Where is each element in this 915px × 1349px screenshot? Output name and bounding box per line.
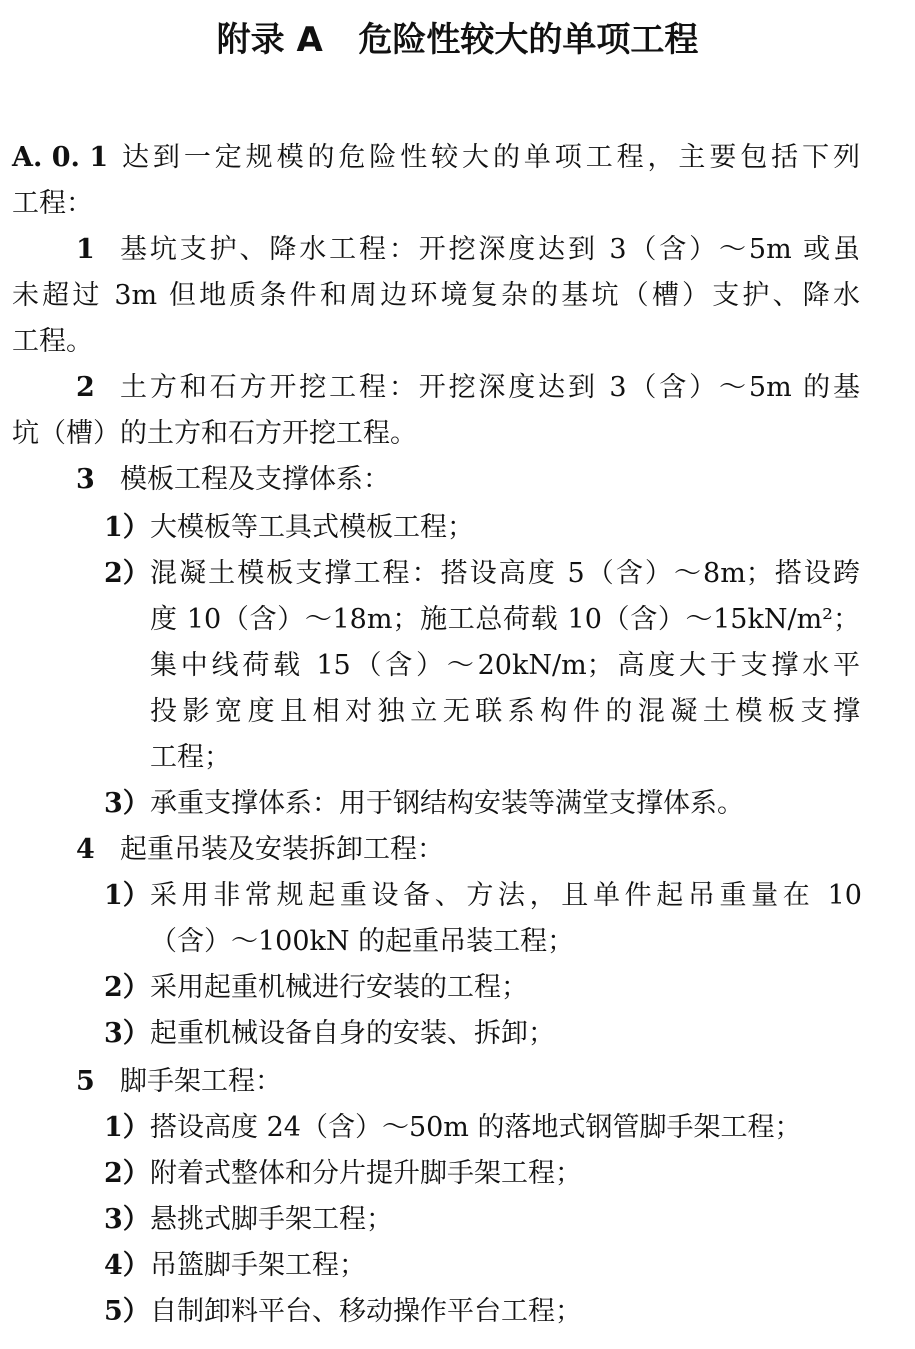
item-3-subitem-2-line-5: 工程； (150, 742, 231, 773)
section-text-line-1: 达到一定规模的危险性较大的单项工程，主要包括下列 (122, 142, 860, 173)
item-4-subitem-1-line-1: 采用非常规起重设备、方法，且单件起吊重量在 10 (150, 880, 862, 911)
item-5-subitem-2-text: 附着式整体和分片提升脚手架工程； (150, 1158, 582, 1189)
item-5-subitem-4-number: 4） (104, 1250, 150, 1281)
item-5-heading: 脚手架工程： (120, 1066, 282, 1097)
item-4-heading: 起重吊装及安装拆卸工程： (120, 834, 444, 865)
item-5-subitem-1-text: 搭设高度 24（含）～50m 的落地式钢管脚手架工程； (150, 1112, 802, 1143)
item-4-number: 4 (76, 834, 95, 865)
appendix-title: 附录 A 危险性较大的单项工程 (216, 20, 699, 60)
item-4-subitem-1-number: 1） (104, 880, 150, 911)
item-5-subitem-3-number: 3） (104, 1204, 150, 1235)
item-5-subitem-1-number: 1） (104, 1112, 150, 1143)
item-1-text-line-1: 基坑支护、降水工程：开挖深度达到 3（含）～5m 或虽 (120, 234, 860, 265)
item-4-subitem-2-number: 2） (104, 972, 150, 1003)
item-3-subitem-2-number: 2） (104, 558, 150, 589)
item-2-text-line-1: 土方和石方开挖工程：开挖深度达到 3（含）～5m 的基 (120, 372, 860, 403)
item-3-number: 3 (76, 464, 95, 495)
item-1-number: 1 (76, 234, 95, 265)
item-3-subitem-3-number: 3） (104, 788, 150, 819)
item-4-subitem-3-number: 3） (104, 1018, 150, 1049)
item-2-text-line-2: 坑（槽）的土方和石方开挖工程。 (12, 418, 417, 449)
item-2-number: 2 (76, 372, 95, 403)
item-3-subitem-1-number: 1） (104, 512, 150, 543)
item-5-subitem-3-text: 悬挑式脚手架工程； (150, 1204, 393, 1235)
item-3-subitem-2-line-4: 投影宽度且相对独立无联系构件的混凝土模板支撑 (150, 696, 860, 727)
item-3-subitem-1-text: 大模板等工具式模板工程； (150, 512, 474, 543)
item-1-text-line-3: 工程。 (12, 326, 93, 357)
section-text-line-2: 工程： (12, 188, 93, 219)
item-3-subitem-2-line-3: 集中线荷载 15（含）～20kN/m；高度大于支撑水平 (150, 650, 860, 681)
item-4-subitem-3-text: 起重机械设备自身的安装、拆卸； (150, 1018, 555, 1049)
item-1-text-line-2: 未超过 3m 但地质条件和周边环境复杂的基坑（槽）支护、降水 (12, 280, 860, 311)
item-4-subitem-2-text: 采用起重机械进行安装的工程； (150, 972, 528, 1003)
item-3-subitem-2-line-1: 混凝土模板支撑工程：搭设高度 5（含）～8m；搭设跨 (150, 558, 860, 589)
item-4-subitem-1-line-2: （含）～100kN 的起重吊装工程； (150, 926, 575, 957)
item-5-subitem-5-text: 自制卸料平台、移动操作平台工程； (150, 1296, 582, 1327)
item-5-subitem-5-number: 5） (104, 1296, 150, 1327)
item-3-subitem-3-text: 承重支撑体系：用于钢结构安装等满堂支撑体系。 (150, 788, 744, 819)
item-5-number: 5 (76, 1066, 95, 1097)
item-5-subitem-4-text: 吊篮脚手架工程； (150, 1250, 366, 1281)
section-number: A. 0. 1 (12, 142, 109, 173)
item-5-subitem-2-number: 2） (104, 1158, 150, 1189)
item-3-heading: 模板工程及支撑体系： (120, 464, 390, 495)
item-3-subitem-2-line-2: 度 10（含）～18m；施工总荷载 10（含）～15kN/m²； (150, 604, 860, 635)
